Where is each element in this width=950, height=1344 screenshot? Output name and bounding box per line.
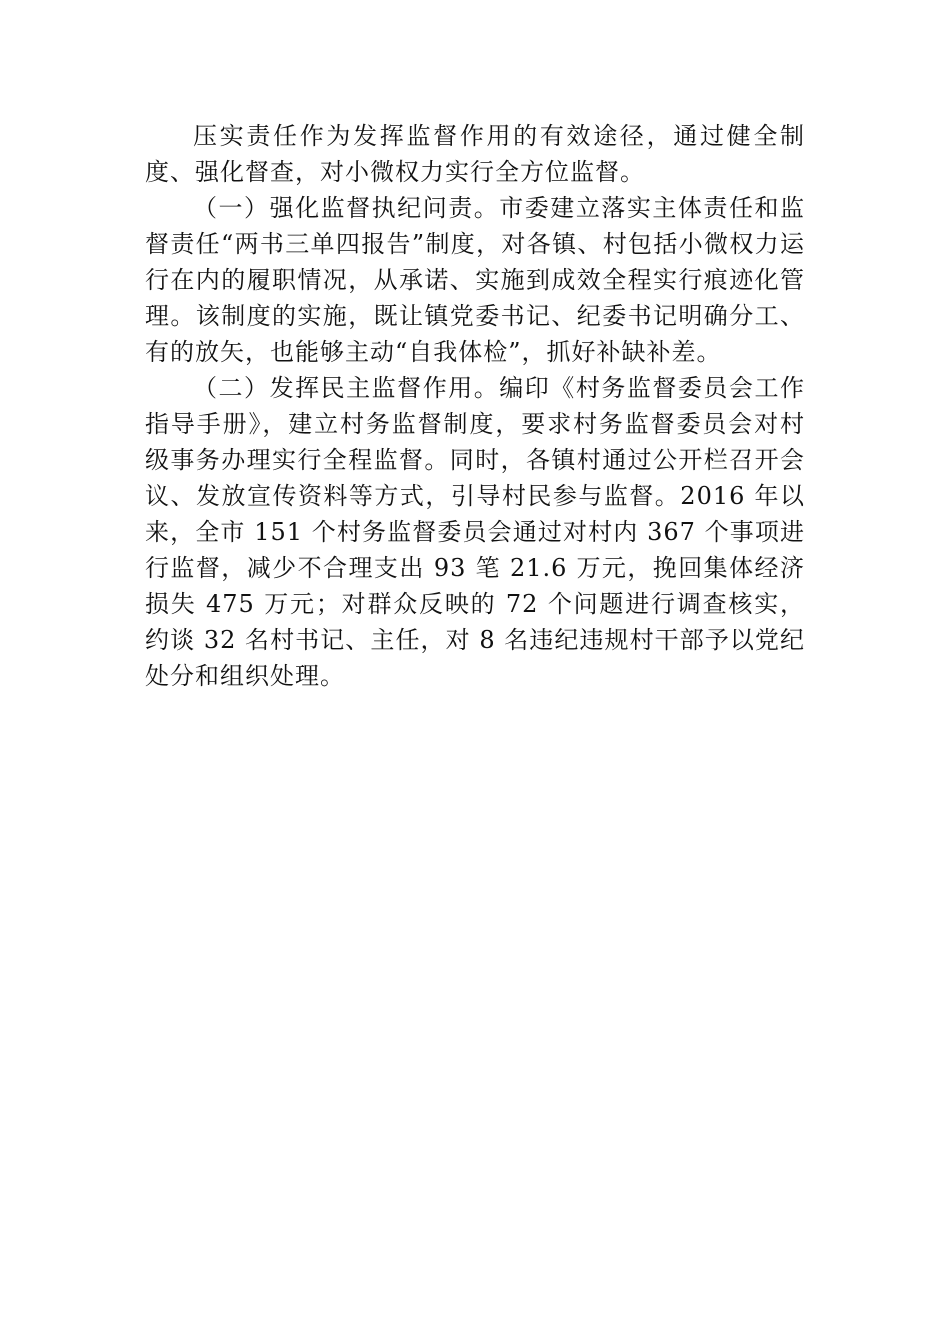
paragraph-section-two: （二）发挥民主监督作用。编印《村务监督委员会工作指导手册》，建立村务监督制度，要求村务监督委员会对村级事务办理实行全程监督。同时，各镇村通过公开栏召开会议、发放宣传资料等方式，引导村民参与监督。2016 年以来，全市 151 个村务监督委员会通过对村内 367 个事项进行监督，减少不合理支出 93 笔 21.6 万元，挽回集体经济损失 475 万元；对群众反映的 72 个问题进行调查核实，约谈 32 名村书记、主任，对 8 名违纪违规村干部予以党纪处分和组织处理。: [145, 374, 805, 690]
document-body: [145, 118, 805, 694]
paragraph-intro: 压实责任作为发挥监督作用的有效途径，通过健全制度、强化督查，对小微权力实行全方位监督。: [145, 122, 805, 186]
paragraph-section-one: （一）强化监督执纪问责。市委建立落实主体责任和监督责任“两书三单四报告”制度，对各镇、村包括小微权力运行在内的履职情况，从承诺、实施到成效全程实行痕迹化管理。该制度的实施，既让镇党委书记、纪委书记明确分工、有的放矢，也能够主动“自我体检”，抓好补缺补差。: [145, 194, 805, 366]
